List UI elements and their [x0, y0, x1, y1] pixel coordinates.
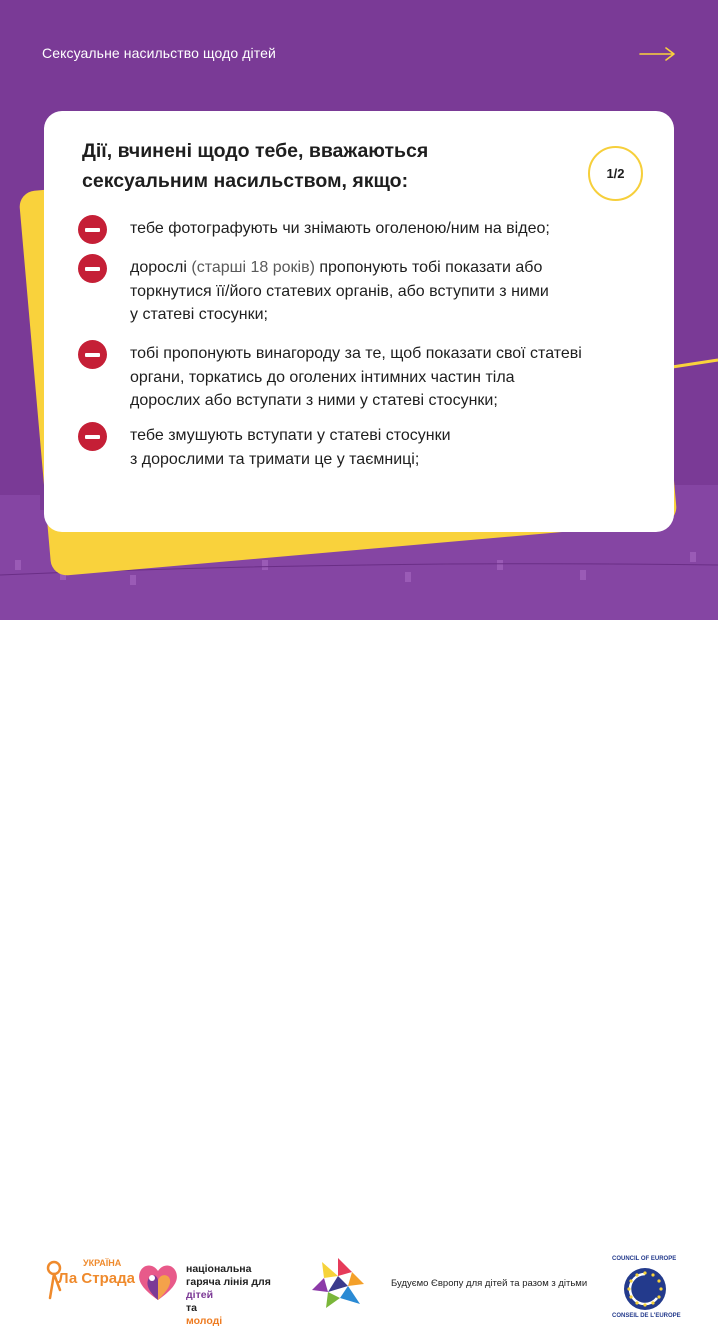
hotline-logo-text	[186, 1263, 271, 1328]
list-item-line: тебе фотографують чи знімають оголеною/ним на відео;	[130, 220, 550, 237]
hotline-segment: та	[186, 1302, 197, 1314]
list-item-line: дорослих або вступати з ними у статеві стосунки;	[130, 392, 498, 409]
page-indicator: 1/2	[588, 146, 643, 201]
page-title: Сексуальне насильство щодо дітей	[42, 45, 276, 61]
hotline-line: національна	[186, 1263, 252, 1275]
lastrada-country: УКРАЇНА	[83, 1258, 122, 1268]
footer	[0, 620, 718, 1327]
coe-tagline: Будуємо Європу для дітей та разом з дітьми	[391, 1278, 588, 1289]
list-item-segment: пропонують тобі показати або	[314, 259, 543, 276]
coe-name-fr: CONSEIL DE L'EUROPE	[612, 1313, 681, 1319]
list-item-line	[130, 256, 670, 280]
list-item-line: з дорослими та тримати це у таємниці;	[130, 450, 420, 468]
no-entry-icon	[78, 215, 107, 244]
no-entry-icon	[78, 422, 107, 451]
no-entry-icon	[78, 340, 107, 369]
hotline-segment: дітей	[186, 1289, 214, 1301]
lastrada-name: Ла Страда	[58, 1270, 135, 1287]
hotline-line: гаряча лінія для	[186, 1276, 271, 1288]
card-title-line: Дії, вчинені щодо тебе, вважаються	[82, 140, 429, 162]
coe-name-en: COUNCIL OF EUROPE	[612, 1256, 677, 1262]
card-title-line: сексуальним насильством, якщо:	[82, 170, 409, 192]
list-item-line: тобі пропонують винагороду за те, щоб показати свої статеві	[130, 345, 582, 362]
list-item-line: у статеві стосунки;	[130, 306, 268, 323]
hero-background	[0, 0, 718, 620]
card-title	[82, 136, 542, 196]
list-item-line: органи, торкатись до оголених інтимних частин тіла	[130, 368, 515, 386]
age-note: (старші 18 років)	[191, 259, 315, 276]
no-entry-icon	[78, 254, 107, 283]
list-item-text	[130, 342, 670, 413]
hotline-heart-icon	[137, 1262, 179, 1302]
list-item-text	[130, 217, 670, 241]
list-item-segment: дорослі	[130, 259, 192, 276]
list-item-text	[130, 256, 670, 327]
arrow-right-icon[interactable]	[639, 46, 677, 62]
list-item-line: торкнутися її/його статевих органів, або вступити з ними	[130, 282, 549, 300]
hotline-line	[186, 1289, 271, 1328]
info-card	[44, 111, 674, 532]
list-item-text	[130, 424, 670, 471]
building-europe-logo-icon	[308, 1254, 368, 1312]
list-item-line: тебе змушують вступати у статеві стосунки	[130, 427, 451, 444]
hotline-segment: молоді	[186, 1315, 223, 1327]
council-of-europe-logo-icon	[622, 1266, 668, 1312]
